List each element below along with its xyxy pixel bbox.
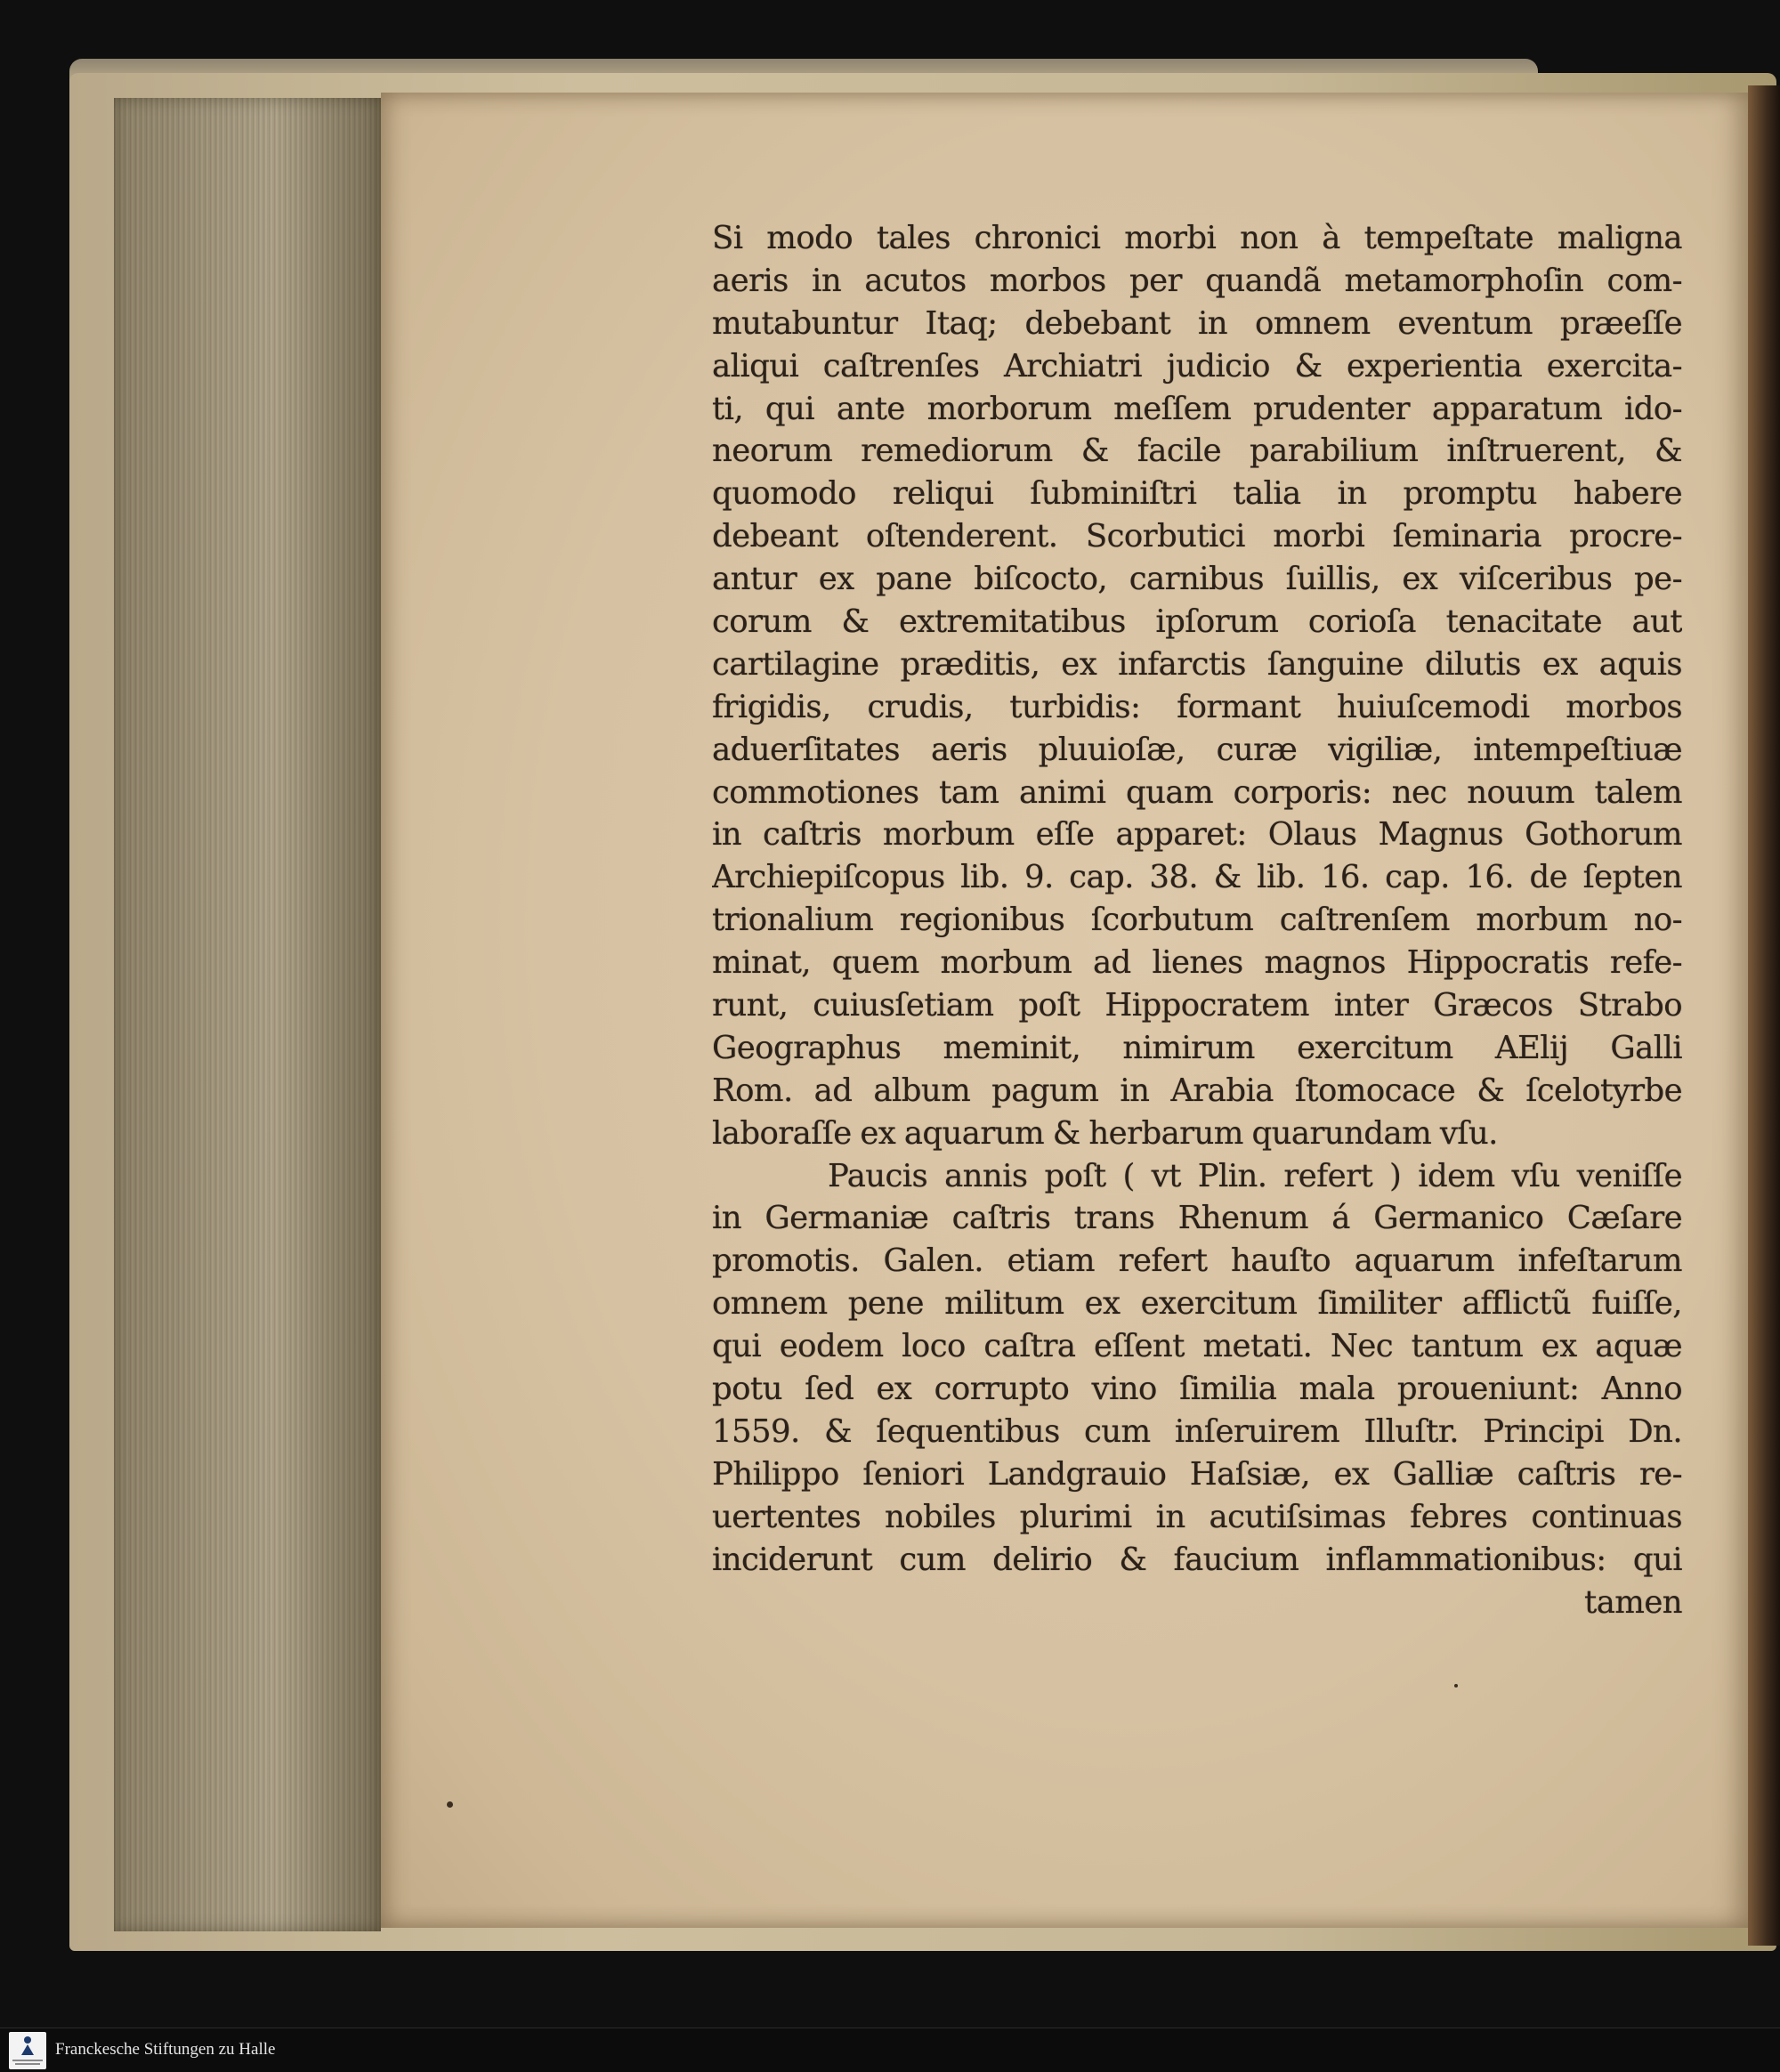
catchword: tamen bbox=[1584, 1583, 1682, 1621]
text-line: neorum remediorum & facile parabilium inſtruerent, & bbox=[712, 433, 1682, 470]
binding-gutter bbox=[1748, 85, 1780, 1946]
text-line: quomodo reliqui ſubminiſtri talia in promptu habere bbox=[712, 475, 1682, 513]
text-line: 1559. & ſequentibus cum inſeruirem Illuſtr. Principi Dn. bbox=[712, 1412, 1682, 1450]
viewer-footer-bar bbox=[0, 2027, 1780, 2072]
text-line: trionalium regionibus ſcorbutum caſtrenſem morbum no- bbox=[712, 902, 1682, 939]
text-line: Rom. ad album pagum in Arabia ſtomocace & ſcelotyrbe bbox=[712, 1072, 1682, 1109]
text-line: cartilagine præditis, ex infarctis ſanguine dilutis ex aquis bbox=[712, 645, 1682, 683]
text-line: commotiones tam animi quam corporis: nec nouum talem bbox=[712, 773, 1682, 811]
text-line: debeant oſtenderent. Scorbutici morbi ſeminaria procre- bbox=[712, 518, 1682, 555]
text-line: aeris in acutos morbos per quandã metamorphoſin com- bbox=[712, 262, 1682, 299]
text-line: corum & extremitatibus ipſorum corioſa tenacitate aut bbox=[712, 603, 1682, 641]
text-line: aliqui caſtrenſes Archiatri judicio & experientia exercita- bbox=[712, 347, 1682, 384]
text-line: aduerſitates aeris pluuioſæ, curæ vigiliæ, intempeſtiuæ bbox=[712, 731, 1682, 768]
ink-speck bbox=[447, 1801, 453, 1808]
text-line: inciderunt cum delirio & faucium inflammationibus: qui bbox=[712, 1541, 1682, 1578]
franckesche-stiftungen-logo-icon bbox=[9, 2032, 46, 2069]
logo-rule bbox=[15, 2063, 40, 2065]
text-line: Archiepiſcopus lib. 9. cap. 38. & lib. 16. cap. 16. de ſepten bbox=[712, 859, 1682, 896]
institution-name[interactable]: Franckesche Stiftungen zu Halle bbox=[55, 2040, 276, 2059]
text-line: ti, qui ante morborum meſſem prudenter apparatum ido- bbox=[712, 390, 1682, 427]
text-line: uertentes nobiles plurimi in acutiſsimas febres continuas bbox=[712, 1498, 1682, 1535]
text-line: omnem pene militum ex exercitum ſimiliter afflictũ fuiſſe, bbox=[712, 1285, 1682, 1323]
text-line: promotis. Galen. etiam refert hauſto aquarum infeſtarum bbox=[712, 1242, 1682, 1280]
text-line: frigidis, crudis, turbidis: formant huiuſcemodi morbos bbox=[712, 688, 1682, 725]
text-line: Philippo ſeniori Landgrauio Haſsiæ, ex Galliæ caſtris re- bbox=[712, 1455, 1682, 1493]
text-line: in caſtris morbum eſſe apparet: Olaus Magnus Gothorum bbox=[712, 816, 1682, 854]
text-line: antur ex pane biſcocto, carnibus ſuillis, ex viſceribus pe- bbox=[712, 561, 1682, 598]
ink-speck bbox=[1454, 1684, 1458, 1688]
text-line: Si modo tales chronici morbi non à tempeſtate maligna bbox=[712, 220, 1682, 256]
text-line: mutabuntur Itaq; debebant in omnem eventum præeſſe bbox=[712, 304, 1682, 342]
text-line: potu ſed ex corrupto vino ſimilia mala proueniunt: Anno bbox=[712, 1371, 1682, 1408]
page-edges-stack bbox=[114, 98, 381, 1931]
text-line: qui eodem loco caſtra eſſent metati. Nec tantum ex aquæ bbox=[712, 1328, 1682, 1365]
text-line: minat, quem morbum ad lienes magnos Hippocratis refe- bbox=[712, 944, 1682, 982]
text-line: Paucis annis poſt ( vt Plin. refert ) idem vſu veniſſe bbox=[828, 1157, 1682, 1194]
text-line: laboraſſe ex aquarum & herbarum quarundam vſu. bbox=[712, 1114, 1498, 1152]
text-line: in Germaniæ caſtris trans Rhenum á Germanico Cæſare bbox=[712, 1200, 1682, 1237]
text-line: Geographus meminit, nimirum exercitum AElij Galli bbox=[712, 1029, 1682, 1066]
main-text-block bbox=[712, 217, 1682, 1623]
orphan-figure-icon bbox=[21, 2036, 34, 2056]
text-line: runt, cuiusſetiam poſt Hippocratem inter Græcos Strabo bbox=[712, 987, 1682, 1024]
logo-rule bbox=[12, 2060, 43, 2061]
